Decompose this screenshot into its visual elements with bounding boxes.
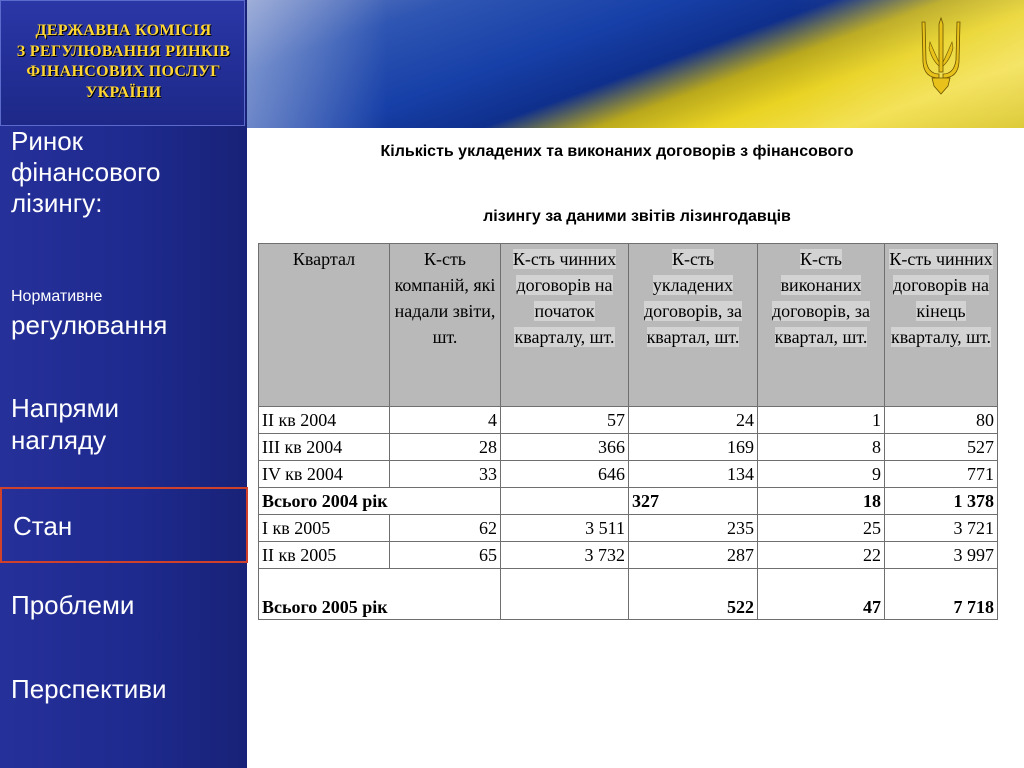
table-cell: II кв 2005	[259, 542, 390, 569]
column-header: К-сть компаній, які надали звіти, шт.	[390, 244, 501, 407]
table-cell: 65	[390, 542, 501, 569]
table-cell: 522	[629, 569, 758, 620]
table-cell: Всього 2004 рік	[259, 488, 501, 515]
nav-item-state-active[interactable]	[0, 487, 248, 563]
table-cell: 62	[390, 515, 501, 542]
table-cell: II кв 2004	[259, 407, 390, 434]
table-cell: 366	[501, 434, 629, 461]
table-cell: 1	[758, 407, 885, 434]
nav-item-regulation[interactable]	[0, 287, 247, 340]
table-total-row	[259, 569, 998, 620]
organization-logo-box	[0, 0, 245, 126]
table-cell: III кв 2004	[259, 434, 390, 461]
nav-prospects-label: Перспективи	[11, 674, 167, 704]
nav-problems-label: Проблеми	[11, 590, 135, 620]
table-cell: 25	[758, 515, 885, 542]
nav-supervision-line: Напрями	[11, 393, 119, 423]
table-total-row	[259, 488, 998, 515]
nav-item-prospects[interactable]	[0, 674, 247, 704]
table-row	[259, 461, 998, 488]
table-cell: 646	[501, 461, 629, 488]
table-cell: 22	[758, 542, 885, 569]
table-cell: 287	[629, 542, 758, 569]
table-cell: 9	[758, 461, 885, 488]
table-cell	[501, 569, 629, 620]
org-line: УКРАЇНИ	[85, 83, 162, 101]
table-row	[259, 407, 998, 434]
table-cell: 3 511	[501, 515, 629, 542]
column-header: К-сть чинних договорів на початок кварталу, шт.	[501, 244, 629, 407]
table-cell: IV кв 2004	[259, 461, 390, 488]
banner-highlight	[247, 0, 1024, 128]
column-header: К-сть виконаних договорів, за квартал, шт.	[758, 244, 885, 407]
table-cell: 169	[629, 434, 758, 461]
nav-item-problems[interactable]	[0, 590, 247, 620]
table-header-row	[259, 244, 998, 407]
table-row	[259, 542, 998, 569]
nav-regulation-big: регулювання	[11, 310, 168, 340]
table-cell: 3 721	[885, 515, 998, 542]
table-cell: 28	[390, 434, 501, 461]
table-title-line1: Кількість укладених та виконаних договорів з фінансового	[380, 143, 854, 160]
leasing-contracts-table	[258, 243, 998, 620]
org-line: ДЕРЖАВНА КОМІСІЯ	[35, 22, 212, 39]
nav-market-line: Ринок	[11, 126, 84, 156]
table-cell	[501, 488, 629, 515]
sidebar	[0, 0, 247, 768]
column-header: Квартал	[259, 244, 390, 407]
table-cell: 57	[501, 407, 629, 434]
nav-market-line: лізингу:	[11, 188, 103, 218]
table-cell: 33	[390, 461, 501, 488]
table-cell: 327	[629, 488, 758, 515]
organization-title	[1, 21, 246, 103]
table-cell: Всього 2005 рік	[259, 569, 501, 620]
table-cell: 24	[629, 407, 758, 434]
table-cell: I кв 2005	[259, 515, 390, 542]
table-cell: 18	[758, 488, 885, 515]
table-cell: 235	[629, 515, 758, 542]
nav-supervision-line: нагляду	[11, 425, 107, 455]
nav-regulation-small: Нормативне	[11, 288, 103, 305]
nav-item-supervision[interactable]	[0, 392, 247, 456]
table-row	[259, 515, 998, 542]
table-cell: 771	[885, 461, 998, 488]
table-cell: 3 732	[501, 542, 629, 569]
table-cell: 134	[629, 461, 758, 488]
org-line: З РЕГУЛЮВАННЯ РИНКІВ	[16, 42, 231, 60]
nav-market-line: фінансового	[11, 157, 161, 187]
table-title-line2: лізингу за даними звітів лізингодавців	[483, 208, 791, 225]
table-cell: 47	[758, 569, 885, 620]
table-cell: 8	[758, 434, 885, 461]
trident-icon	[916, 12, 966, 100]
column-header: К-сть укладених договорів, за квартал, шт.	[629, 244, 758, 407]
nav-item-market[interactable]	[0, 126, 247, 219]
table-cell: 3 997	[885, 542, 998, 569]
table-cell: 7 718	[885, 569, 998, 620]
column-header: К-сть чинних договорів на кінець кварталу, шт.	[885, 244, 998, 407]
flag-banner	[247, 0, 1024, 128]
table-row	[259, 434, 998, 461]
table-cell: 527	[885, 434, 998, 461]
org-line: ФІНАНСОВИХ ПОСЛУГ	[26, 63, 221, 80]
nav-state-label: Стан	[13, 511, 73, 541]
table-cell: 1 378	[885, 488, 998, 515]
table-cell: 4	[390, 407, 501, 434]
table-cell: 80	[885, 407, 998, 434]
